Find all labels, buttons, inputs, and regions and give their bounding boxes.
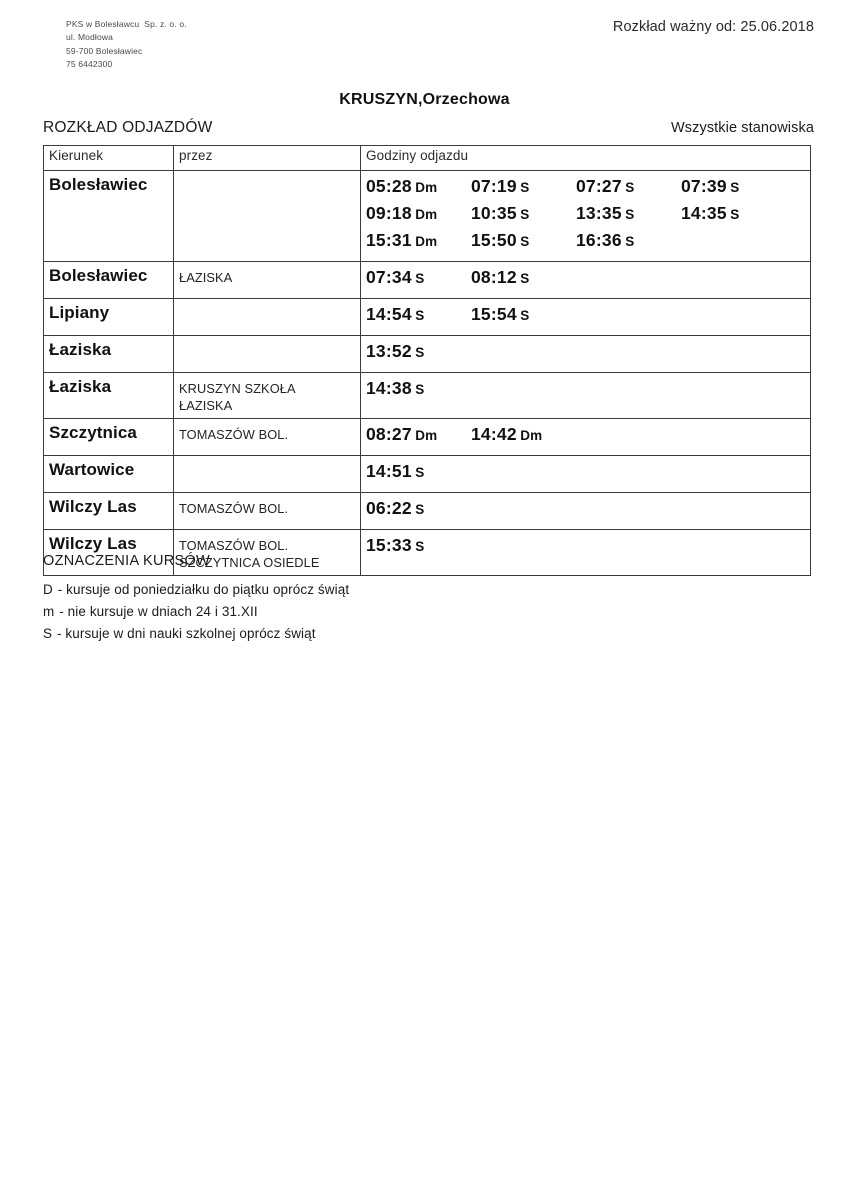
departure-time-value: 13:52 xyxy=(366,341,412,361)
departure-time xyxy=(366,498,471,519)
cell-departure-times xyxy=(361,419,811,456)
departure-time xyxy=(471,230,576,251)
departure-time-value: 14:54 xyxy=(366,304,412,324)
cell-direction: Bolesławiec xyxy=(44,171,174,262)
via-line: SZCZYTNICA OSIEDLE xyxy=(179,555,320,570)
all-platforms-label: Wszystkie stanowiska xyxy=(670,120,814,136)
stop-name-title: KRUSZYN,Orzechowa xyxy=(339,91,510,108)
legend-item-code: S xyxy=(43,626,53,641)
departure-time-value: 15:50 xyxy=(471,230,517,250)
departure-time xyxy=(366,378,471,399)
time-line xyxy=(366,498,810,525)
departure-time-value: 08:12 xyxy=(471,267,517,287)
time-line xyxy=(366,424,810,451)
time-line xyxy=(366,378,810,405)
table-row xyxy=(44,373,811,419)
departure-time-mark: Dm xyxy=(520,428,543,443)
time-line xyxy=(366,304,810,331)
cell-departure-times xyxy=(361,373,811,419)
company-address-line: PKS w Bolesławcu Sp. z. o. o. xyxy=(66,19,187,29)
departure-time-value: 15:33 xyxy=(366,535,412,555)
cell-departure-times xyxy=(361,456,811,493)
departure-time-mark: S xyxy=(415,345,425,360)
departure-time-mark: S xyxy=(520,207,530,222)
cell-via xyxy=(174,456,361,493)
via-line: ŁAZISKA xyxy=(179,270,233,285)
legend-section xyxy=(43,553,643,648)
via-line: TOMASZÓW BOL. xyxy=(179,501,289,516)
cell-direction: Lipiany xyxy=(44,299,174,336)
column-header-times: Godziny odjazdu xyxy=(361,146,811,171)
cell-via xyxy=(174,299,361,336)
departure-time xyxy=(576,230,681,251)
cell-via xyxy=(174,419,361,456)
departure-time-value: 10:35 xyxy=(471,203,517,223)
time-line xyxy=(366,461,810,488)
valid-from-label: Rozkład ważny od: 25.06.2018 xyxy=(612,19,814,35)
departures-table xyxy=(43,145,811,576)
departure-time-mark: S xyxy=(520,234,530,249)
departure-time xyxy=(471,304,576,325)
column-header-direction: Kierunek xyxy=(44,146,174,171)
table-row xyxy=(44,419,811,456)
departure-time-mark: Dm xyxy=(415,207,438,222)
table-row xyxy=(44,493,811,530)
departure-time-value: 14:51 xyxy=(366,461,412,481)
departure-time-mark: S xyxy=(730,180,740,195)
cell-departure-times xyxy=(361,171,811,262)
legend-item-text: - nie kursuje w dniach 24 i 31.XII xyxy=(55,604,258,619)
column-header-via: przez xyxy=(174,146,361,171)
cell-via xyxy=(174,262,361,299)
cell-direction: Bolesławiec xyxy=(44,262,174,299)
departure-time-value: 05:28 xyxy=(366,176,412,196)
departure-time-value: 16:36 xyxy=(576,230,622,250)
legend-items xyxy=(43,582,643,641)
departure-time-value: 14:35 xyxy=(681,203,727,223)
departure-time xyxy=(471,424,576,445)
legend-item xyxy=(43,604,643,619)
departure-time-value: 07:34 xyxy=(366,267,412,287)
time-line xyxy=(366,203,810,230)
departure-time xyxy=(366,267,471,288)
legend-item-code: D xyxy=(43,582,53,597)
via-line: TOMASZÓW BOL. xyxy=(179,427,289,442)
cell-via xyxy=(174,336,361,373)
departure-time-value: 07:27 xyxy=(576,176,622,196)
departure-time-value: 08:27 xyxy=(366,424,412,444)
cell-via xyxy=(174,171,361,262)
departure-time-mark: S xyxy=(625,207,635,222)
departure-time-mark: S xyxy=(520,308,530,323)
departure-time-value: 09:18 xyxy=(366,203,412,223)
departure-time xyxy=(366,341,471,362)
departure-time xyxy=(681,176,786,197)
departure-time-mark: S xyxy=(730,207,740,222)
table-row xyxy=(44,299,811,336)
subtitle-row xyxy=(43,119,814,141)
company-address-block xyxy=(66,18,187,71)
legend-title: OZNACZENIA KURSÓW xyxy=(43,553,211,569)
departure-time xyxy=(366,203,471,224)
company-address-line: ul. Modłowa xyxy=(66,32,114,43)
table-head xyxy=(44,146,811,171)
departure-time-mark: S xyxy=(625,234,635,249)
departure-time-value: 07:19 xyxy=(471,176,517,196)
departure-time-mark: S xyxy=(415,539,425,554)
departure-time xyxy=(366,461,471,482)
table-row xyxy=(44,171,811,262)
departure-time-value: 14:42 xyxy=(471,424,517,444)
time-line xyxy=(366,230,810,257)
departure-time xyxy=(366,230,471,251)
cell-direction: Łaziska xyxy=(44,336,174,373)
departure-time xyxy=(366,176,471,197)
time-line xyxy=(366,267,810,294)
departure-time-mark: S xyxy=(415,308,425,323)
departure-time xyxy=(366,424,471,445)
departure-time-value: 13:35 xyxy=(576,203,622,223)
legend-item xyxy=(43,626,643,641)
table-row xyxy=(44,262,811,299)
departure-time xyxy=(366,304,471,325)
cell-departure-times xyxy=(361,336,811,373)
departure-time xyxy=(471,176,576,197)
company-address-line: 75 6442300 xyxy=(66,58,113,69)
departure-time-mark: S xyxy=(625,180,635,195)
departure-time xyxy=(576,176,681,197)
cell-departure-times xyxy=(361,262,811,299)
departure-time-mark: Dm xyxy=(415,180,438,195)
cell-direction: Wartowice xyxy=(44,456,174,493)
table-body xyxy=(44,171,811,576)
cell-via xyxy=(174,373,361,419)
document-header xyxy=(0,18,849,88)
time-line xyxy=(366,341,810,368)
departure-time-mark: S xyxy=(415,502,425,517)
departure-time xyxy=(471,203,576,224)
cell-direction: Wilczy Las xyxy=(44,530,174,576)
via-line: TOMASZÓW BOL. xyxy=(179,538,289,553)
cell-departure-times xyxy=(361,493,811,530)
departure-time-value: 14:38 xyxy=(366,378,412,398)
departure-time xyxy=(576,203,681,224)
via-line: ŁAZISKA xyxy=(179,398,233,413)
departure-time-mark: Dm xyxy=(415,234,438,249)
legend-item-text: - kursuje w dni nauki szkolnej oprócz świąt xyxy=(53,626,316,641)
departure-time-mark: S xyxy=(415,465,425,480)
departure-time-mark: S xyxy=(415,382,425,397)
legend-item-text: - kursuje od poniedziałku do piątku oprócz świąt xyxy=(53,582,350,597)
cell-via xyxy=(174,493,361,530)
cell-direction: Łaziska xyxy=(44,373,174,419)
departure-time-value: 15:31 xyxy=(366,230,412,250)
departure-time-mark: S xyxy=(520,271,530,286)
legend-item xyxy=(43,582,643,597)
legend-item-code: m xyxy=(43,604,55,619)
cell-direction: Szczytnica xyxy=(44,419,174,456)
departure-time xyxy=(681,203,786,224)
table-row xyxy=(44,336,811,373)
departure-time-value: 06:22 xyxy=(366,498,412,518)
departure-time-value: 15:54 xyxy=(471,304,517,324)
departures-heading: ROZKŁAD ODJAZDÓW xyxy=(43,119,213,136)
table-row xyxy=(44,456,811,493)
cell-direction: Wilczy Las xyxy=(44,493,174,530)
departure-time-mark: Dm xyxy=(415,428,438,443)
departure-time-mark: S xyxy=(520,180,530,195)
table-header-row xyxy=(44,146,811,171)
time-line xyxy=(366,176,810,203)
departure-time xyxy=(471,267,576,288)
cell-departure-times xyxy=(361,299,811,336)
departure-time-mark: S xyxy=(415,271,425,286)
via-line: KRUSZYN SZKOŁA xyxy=(179,381,296,396)
departure-time-value: 07:39 xyxy=(681,176,727,196)
company-address-line: 59-700 Bolesławiec xyxy=(66,45,143,56)
